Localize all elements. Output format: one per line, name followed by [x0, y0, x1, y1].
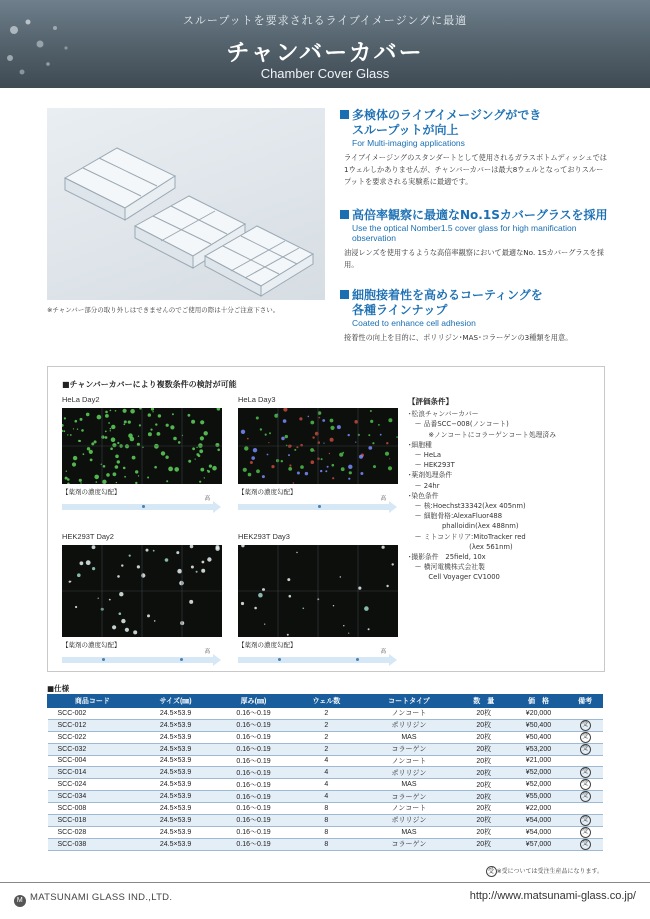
made-to-order-icon: 受	[580, 779, 591, 790]
table-cell: 24.5×53.9	[137, 719, 214, 731]
table-cell: ポリリジン	[360, 767, 459, 779]
table-header: サイズ(㎜)	[137, 695, 214, 708]
table-cell: ポリリジン	[360, 814, 459, 826]
feature-body: ライブイメージングのスタンダートとして使用されるガラスボトムディッシュでは1ウェルしかありませんが、チャンバーカバーは最大8ウェルとなっておりスループットを要求される実験系に最適です。	[344, 153, 607, 186]
bullet-square-icon	[340, 210, 349, 219]
table-header: 商品コード	[48, 695, 138, 708]
table-cell	[568, 719, 603, 731]
table-cell: 0.16〜0.19	[214, 826, 293, 838]
spec-table	[47, 694, 603, 851]
table-cell	[568, 826, 603, 838]
feature-title: 高倍率観察に最適なNo.1Sカバーグラスを採用	[340, 208, 610, 223]
table-cell: 4	[293, 779, 359, 791]
table-cell: 24.5×53.9	[137, 838, 214, 850]
table-cell	[568, 755, 603, 767]
made-to-order-icon: 受	[580, 827, 591, 838]
condition-line: ･染色条件	[408, 491, 439, 500]
table-cell: MAS	[360, 826, 459, 838]
gradient-arrow	[62, 650, 222, 664]
table-cell: 20枚	[458, 791, 509, 803]
table-cell: 4	[293, 755, 359, 767]
feature-title: 多検体のライブイメージングができ	[340, 108, 610, 123]
panel-hek293t-day3	[238, 532, 398, 664]
feature-title: 細胞接着性を高めるコーティングを	[340, 288, 610, 303]
feature-title-line2: スループットが向上	[352, 123, 459, 137]
table-cell: ¥55,000	[509, 791, 568, 803]
panel-label: HeLa Day2	[62, 395, 100, 404]
gradient-label: 【薬剤の濃度勾配】	[238, 641, 297, 649]
header-banner	[0, 0, 650, 88]
feature-coating	[340, 288, 610, 344]
table-cell: SCC-012	[48, 719, 138, 731]
condition-line: ー 核:Hoechst33342(λex 405nm)	[408, 502, 526, 511]
panel-hek293t-day2	[62, 532, 222, 664]
microscopy-image	[238, 408, 398, 484]
page-title: チャンバーカバー	[226, 39, 424, 66]
table-cell: 20枚	[458, 814, 509, 826]
table-cell: SCC-022	[48, 731, 138, 743]
condition-line: ー 24hr	[408, 481, 440, 490]
table-row	[48, 803, 603, 815]
gradient-high-label: 高	[204, 649, 210, 655]
table-row	[48, 755, 603, 767]
company-logo: M MATSUNAMI GLASS IND.,LTD.	[14, 892, 172, 907]
table-cell: 0.16〜0.19	[214, 731, 293, 743]
table-cell: 24.5×53.9	[137, 814, 214, 826]
microscopy-image	[62, 545, 222, 637]
made-to-order-icon: 受	[580, 732, 591, 743]
table-cell: 4	[293, 791, 359, 803]
table-cell	[568, 767, 603, 779]
table-cell: 0.16〜0.19	[214, 838, 293, 850]
table-cell: SCC-002	[48, 708, 138, 720]
table-row	[48, 779, 603, 791]
table-cell: 20枚	[458, 755, 509, 767]
feature-subtitle-en: For Multi-imaging applications	[352, 138, 465, 148]
table-cell: 20枚	[458, 708, 509, 720]
table-cell: 0.16〜0.19	[214, 708, 293, 720]
gradient-arrow	[238, 497, 398, 511]
table-cell: SCC-034	[48, 791, 138, 803]
table-cell: 20枚	[458, 743, 509, 755]
table-cell: 20枚	[458, 826, 509, 838]
bullet-square-icon	[340, 290, 349, 299]
table-cell: ノンコート	[360, 755, 459, 767]
gradient-label: 【薬剤の濃度勾配】	[62, 641, 121, 649]
table-cell: 0.16〜0.19	[214, 814, 293, 826]
table-cell: ¥54,000	[509, 826, 568, 838]
made-to-order-icon: 受	[580, 744, 591, 755]
table-cell: 0.16〜0.19	[214, 791, 293, 803]
table-cell: コラーゲン	[360, 743, 459, 755]
table-cell: MAS	[360, 731, 459, 743]
made-to-order-icon: 受	[580, 720, 591, 731]
condition-line: phalloidin(λex 488nm)	[408, 522, 519, 531]
table-cell: 24.5×53.9	[137, 755, 214, 767]
feature-body: 油浸レンズを使用するような高倍率観察において最適なNo. 1Sカバーグラスを採用。	[344, 248, 604, 269]
conditions-heading: 【評価条件】	[408, 397, 453, 406]
table-cell: ¥53,200	[509, 743, 568, 755]
spec-title: ■仕様	[47, 684, 70, 693]
table-note: 受 ※受については受注生産品になります。	[486, 866, 603, 877]
table-cell: 0.16〜0.19	[214, 779, 293, 791]
table-cell: 8	[293, 803, 359, 815]
condition-line: ー 品番SCC−008(ノンコート)	[408, 420, 509, 429]
table-cell: ポリリジン	[360, 719, 459, 731]
made-to-order-icon: 受	[486, 866, 497, 877]
table-cell: ¥22,000	[509, 803, 568, 815]
table-row	[48, 731, 603, 743]
table-row	[48, 708, 603, 720]
header-tagline: スループットを要求されるライブイメージングに最適	[182, 14, 468, 27]
table-cell: 4	[293, 767, 359, 779]
table-cell	[568, 779, 603, 791]
table-cell	[568, 803, 603, 815]
evaluation-conditions	[408, 397, 598, 583]
table-header: 数 量	[458, 695, 509, 708]
table-cell: 24.5×53.9	[137, 743, 214, 755]
table-cell: 8	[293, 838, 359, 850]
table-row	[48, 838, 603, 850]
condition-line: (λex 561nm)	[408, 542, 513, 551]
experiment-box	[47, 366, 605, 672]
table-cell: 0.16〜0.19	[214, 755, 293, 767]
table-row	[48, 826, 603, 838]
microscopy-image	[238, 545, 398, 637]
condition-line: ･撮影条件 25field, 10x	[408, 553, 486, 562]
made-to-order-icon: 受	[580, 839, 591, 850]
table-cell: ¥57,000	[509, 838, 568, 850]
condition-line: ー 細胞骨格:AlexaFluor488	[408, 512, 503, 521]
condition-line: ･薬剤処理条件	[408, 471, 453, 480]
panel-label: HeLa Day3	[238, 395, 276, 404]
table-cell: 24.5×53.9	[137, 803, 214, 815]
panel-hela-day3	[238, 395, 398, 511]
table-cell: 24.5×53.9	[137, 708, 214, 720]
table-cell	[568, 708, 603, 720]
table-cell	[568, 743, 603, 755]
table-cell: SCC-028	[48, 826, 138, 838]
table-cell: 0.16〜0.19	[214, 803, 293, 815]
panel-label: HEK293T Day2	[62, 532, 114, 541]
table-row	[48, 767, 603, 779]
table-cell: 24.5×53.9	[137, 779, 214, 791]
gradient-label: 【薬剤の濃度勾配】	[62, 488, 121, 496]
table-cell: 2	[293, 719, 359, 731]
table-cell: 2	[293, 708, 359, 720]
table-row	[48, 814, 603, 826]
gradient-high-label: 高	[380, 496, 386, 502]
table-header: コートタイプ	[360, 695, 459, 708]
made-to-order-icon: 受	[580, 791, 591, 802]
table-cell: 24.5×53.9	[137, 826, 214, 838]
table-row	[48, 743, 603, 755]
table-header: 価 格	[509, 695, 568, 708]
condition-line: ･細胞種	[408, 440, 432, 449]
table-row	[48, 719, 603, 731]
table-cell	[568, 731, 603, 743]
gradient-arrow	[62, 497, 222, 511]
condition-line: ･松浪チャンバーカバー	[408, 410, 479, 419]
table-cell: 24.5×53.9	[137, 767, 214, 779]
table-cell: ノンコート	[360, 708, 459, 720]
product-photo	[47, 108, 325, 300]
table-cell: SCC-038	[48, 838, 138, 850]
table-cell: 20枚	[458, 803, 509, 815]
made-to-order-icon: 受	[580, 815, 591, 826]
table-cell: 8	[293, 826, 359, 838]
feature-cover-glass	[340, 208, 610, 271]
table-cell: SCC-008	[48, 803, 138, 815]
table-cell	[568, 791, 603, 803]
condition-line: ー HeLa	[408, 451, 441, 460]
made-to-order-icon: 受	[580, 767, 591, 778]
table-cell: ノンコート	[360, 803, 459, 815]
feature-subtitle-en: Coated to enhance cell adhesion	[352, 318, 476, 328]
table-cell: 24.5×53.9	[137, 731, 214, 743]
table-header: 備考	[568, 695, 603, 708]
microscopy-image	[62, 408, 222, 484]
table-cell: 2	[293, 743, 359, 755]
condition-line: ー 横河電機株式会社製	[408, 563, 485, 572]
table-cell: ¥20,000	[509, 708, 568, 720]
table-cell	[568, 814, 603, 826]
table-header: ウェル数	[293, 695, 359, 708]
table-cell: ¥50,400	[509, 731, 568, 743]
table-cell: SCC-018	[48, 814, 138, 826]
table-cell: 20枚	[458, 731, 509, 743]
feature-subtitle-en: Use the optical Nomber1.5 cover glass for high manification observation	[352, 223, 577, 243]
panel-hela-day2	[62, 395, 222, 511]
panel-label: HEK293T Day3	[238, 532, 290, 541]
table-header: 厚み(㎜)	[214, 695, 293, 708]
table-cell: 20枚	[458, 719, 509, 731]
table-cell: 0.16〜0.19	[214, 743, 293, 755]
experiment-title: ■チャンバーカバーにより複数条件の検討が可能	[62, 380, 237, 389]
table-cell: 0.16〜0.19	[214, 719, 293, 731]
table-cell: SCC-014	[48, 767, 138, 779]
gradient-label: 【薬剤の濃度勾配】	[238, 488, 297, 496]
table-cell: SCC-032	[48, 743, 138, 755]
company-logo-icon: M	[14, 895, 26, 907]
footer-divider	[0, 882, 650, 883]
table-cell: 0.16〜0.19	[214, 767, 293, 779]
table-cell: コラーゲン	[360, 838, 459, 850]
table-cell: ¥21,000	[509, 755, 568, 767]
feature-body: 接着性の向上を目的に、ポリリジン･MAS･コラーゲンの3種類を用意。	[344, 333, 573, 342]
feature-title-line2: 各種ラインナップ	[352, 303, 448, 317]
table-cell: コラーゲン	[360, 791, 459, 803]
table-cell: SCC-004	[48, 755, 138, 767]
table-cell: ¥52,000	[509, 779, 568, 791]
table-cell: 20枚	[458, 779, 509, 791]
table-cell: 2	[293, 731, 359, 743]
photo-note: ※チャンバー部分の取り外しはできませんのでご使用の際は十分ご注意下さい。	[47, 306, 280, 314]
table-cell: ¥52,000	[509, 767, 568, 779]
feature-multi-imaging	[340, 108, 610, 188]
table-cell: SCC-024	[48, 779, 138, 791]
condition-line: ー ミトコンドリア:MitoTracker red	[408, 532, 526, 541]
table-cell: 24.5×53.9	[137, 791, 214, 803]
company-url[interactable]: http://www.matsunami-glass.co.jp/	[469, 890, 636, 902]
page-title-en: Chamber Cover Glass	[260, 66, 390, 81]
gradient-arrow	[238, 650, 398, 664]
table-cell: 20枚	[458, 767, 509, 779]
condition-line: ※ノンコートにコラーゲンコート処理済み	[408, 430, 557, 439]
table-cell	[568, 838, 603, 850]
table-row	[48, 791, 603, 803]
bullet-square-icon	[340, 110, 349, 119]
table-cell: ¥54,000	[509, 814, 568, 826]
gradient-high-label: 高	[204, 496, 210, 502]
table-cell: 8	[293, 814, 359, 826]
table-cell: ¥50,400	[509, 719, 568, 731]
table-cell: MAS	[360, 779, 459, 791]
table-cell: 20枚	[458, 838, 509, 850]
condition-line: Cell Voyager CV1000	[408, 573, 500, 582]
condition-line: ー HEK293T	[408, 461, 455, 470]
gradient-high-label: 高	[380, 649, 386, 655]
